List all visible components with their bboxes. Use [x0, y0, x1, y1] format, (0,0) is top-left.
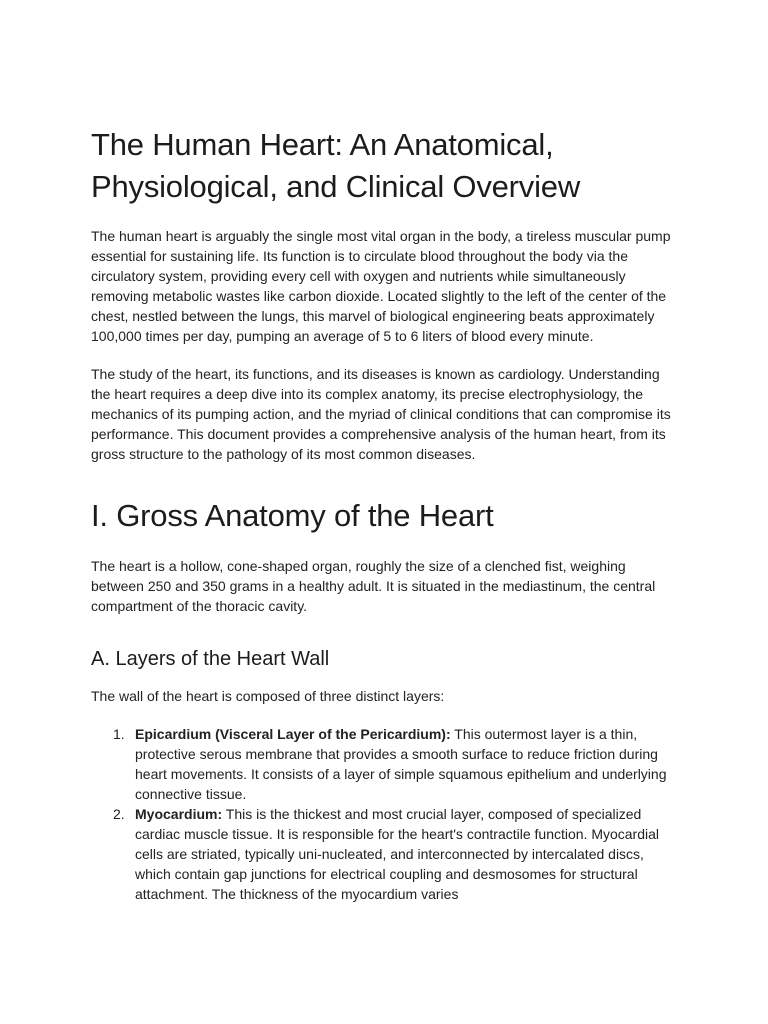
subsection-heading: A. Layers of the Heart Wall	[91, 648, 330, 670]
list-item	[91, 724, 681, 804]
list-item-number: 2.	[113, 806, 125, 822]
section-heading: I. Gross Anatomy of the Heart	[91, 498, 494, 533]
layers-list	[91, 724, 681, 904]
intro-paragraph: The human heart is arguably the single most vital organ in the body, a tireless muscular pump essential for sustaining life. Its function is to circulate blood throughout the body via the circulatory system, providing every cell with oxygen and nutrients while simultaneously removing metabolic wastes like carbon dioxide. Located slightly to the left of the center of the chest, nestled between the lungs, this marvel of biological engineering beats approximately 100,000 times per day, pumping an average of 5 to 6 liters of blood every minute.	[91, 228, 671, 344]
section-paragraph: The heart is a hollow, cone-shaped organ, roughly the size of a clenched fist, weighing between 250 and 350 grams in a healthy adult. It is situated in the mediastinum, the central compartment of the thoracic cavity.	[91, 558, 656, 614]
list-item-text: This is the thickest and most crucial layer, composed of specialized cardiac muscle tissue. It is responsible for the heart's contractile function. Myocardial cells are striated, typically uni-nucleated, and interconnected by intercalated discs, which contain gap junctions for electrical coupling and desmosomes for structural attachment. The thickness of the myocardium varies	[135, 806, 660, 902]
document-page	[91, 124, 681, 904]
list-item-text: This outermost layer is a thin, protective serous membrane that provides a smooth surface to reduce friction during heart movements. It consists of a layer of simple squamous epithelium and underlying connective tissue.	[135, 726, 667, 802]
intro-paragraph: The study of the heart, its functions, and its diseases is known as cardiology. Understanding the heart requires a deep dive into its complex anatomy, its precise electrophysiology, the mechanics of its pumping action, and the myriad of clinical conditions that can compromise its performance. This document provides a comprehensive analysis of the human heart, from its gross structure to the pathology of its most common diseases.	[91, 366, 671, 462]
list-item-term: Epicardium (Visceral Layer of the Pericardium):	[135, 726, 451, 742]
list-item	[91, 804, 681, 904]
document-title: The Human Heart: An Anatomical, Physiological, and Clinical Overview	[91, 127, 581, 204]
list-item-number: 1.	[113, 726, 125, 742]
subsection-intro: The wall of the heart is composed of three distinct layers:	[91, 688, 445, 704]
list-item-term: Myocardium:	[135, 806, 223, 822]
